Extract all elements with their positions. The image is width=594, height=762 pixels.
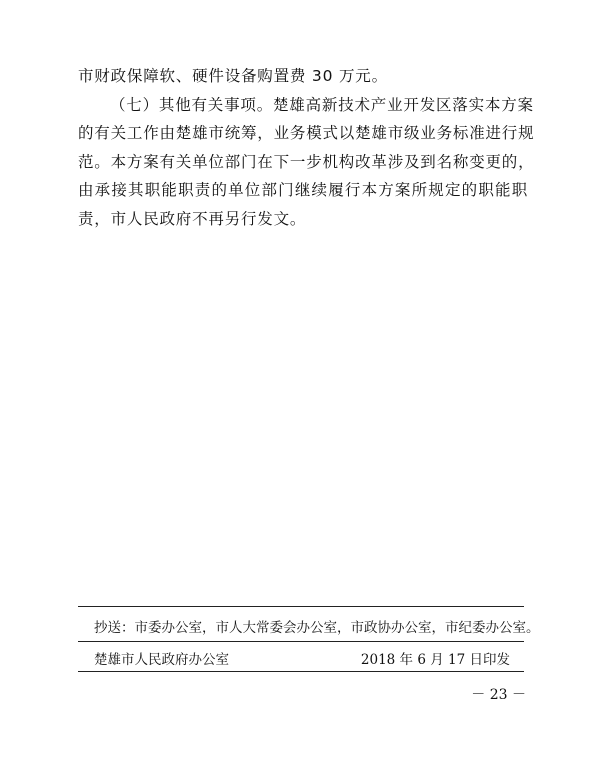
- body-line-4: 范。本方案有关单位部门在下一步机构改革涉及到名称变更的，: [78, 152, 535, 171]
- section-heading-line: [78, 91, 534, 120]
- section-label: （七）: [110, 95, 159, 114]
- cc-recipients: 抄送：市委办公室，市人大常委会办公室，市政协办公室，市纪委办公室。: [94, 620, 540, 636]
- footer-top-rule: [78, 606, 524, 607]
- footer-middle-rule: [78, 641, 524, 642]
- body-line-3: 的有关工作由楚雄市统筹，业务模式以楚雄市级业务标准进行规: [78, 124, 535, 143]
- body-line-2: 其他有关事项。楚雄高新技术产业开发区落实本方案: [158, 95, 534, 114]
- body-line-5: 由承接其职能职责的单位部门继续履行本方案所规定的职能职: [78, 181, 528, 200]
- page-number: － 23 －: [471, 687, 526, 703]
- issuing-office: 楚雄市人民政府办公室: [94, 652, 229, 668]
- body-text: [78, 62, 535, 234]
- body-line-1: 市财政保障软、硬件设备购置费 30 万元。: [78, 67, 388, 85]
- body-line-6: 责，市人民政府不再另行发文。: [78, 209, 307, 228]
- footer-bottom-rule: [78, 671, 524, 672]
- print-date: 2018 年 6 月 17 日印发: [360, 652, 510, 668]
